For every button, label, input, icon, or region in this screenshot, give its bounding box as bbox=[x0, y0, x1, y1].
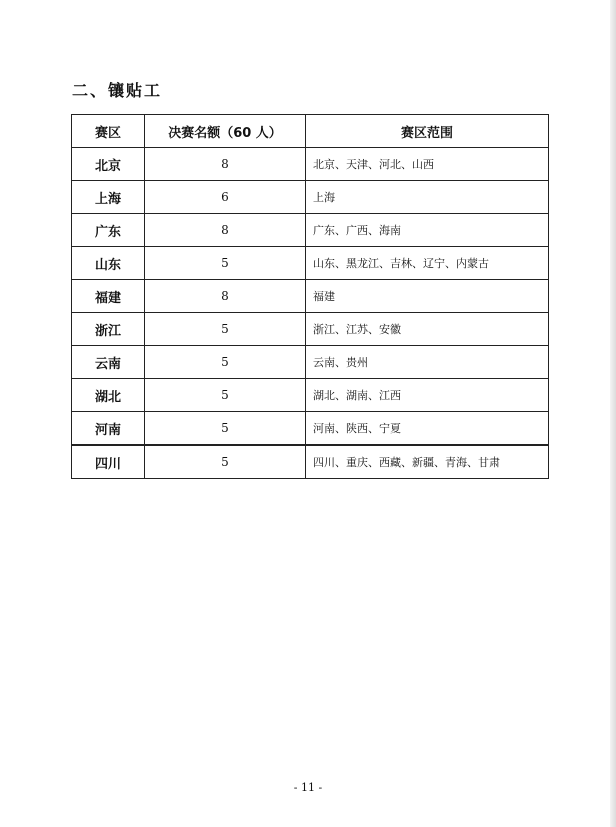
table-row bbox=[72, 379, 549, 412]
scope-cell: 河南、陕西、宁夏 bbox=[306, 412, 549, 446]
region-cell: 浙江 bbox=[72, 313, 145, 346]
region-cell: 山东 bbox=[72, 247, 145, 280]
region-cell: 湖北 bbox=[72, 379, 145, 412]
header-quota: 决赛名额（60 人） bbox=[145, 115, 306, 148]
region-cell: 上海 bbox=[72, 181, 145, 214]
table-row bbox=[72, 313, 549, 346]
page-edge-shadow bbox=[610, 0, 616, 827]
table-header-row bbox=[72, 115, 549, 148]
scope-cell: 福建 bbox=[306, 280, 549, 313]
region-cell: 四川 bbox=[72, 445, 145, 479]
quota-cell: 5 bbox=[145, 412, 306, 446]
quota-cell: 5 bbox=[145, 379, 306, 412]
region-cell: 福建 bbox=[72, 280, 145, 313]
scope-cell: 北京、天津、河北、山西 bbox=[306, 148, 549, 181]
table-row bbox=[72, 445, 549, 479]
section-title: 二、镶贴工 bbox=[72, 81, 163, 100]
table-row bbox=[72, 412, 549, 446]
quota-table bbox=[71, 114, 549, 479]
table-row bbox=[72, 247, 549, 280]
quota-cell: 8 bbox=[145, 214, 306, 247]
header-scope: 赛区范围 bbox=[306, 115, 549, 148]
scope-cell: 四川、重庆、西藏、新疆、青海、甘肃 bbox=[306, 445, 549, 479]
scope-cell: 广东、广西、海南 bbox=[306, 214, 549, 247]
table-row bbox=[72, 280, 549, 313]
page-number: - 11 - bbox=[293, 781, 323, 794]
scope-cell: 山东、黑龙江、吉林、辽宁、内蒙古 bbox=[306, 247, 549, 280]
scope-cell: 湖北、湖南、江西 bbox=[306, 379, 549, 412]
quota-cell: 8 bbox=[145, 148, 306, 181]
table-row bbox=[72, 148, 549, 181]
region-cell: 云南 bbox=[72, 346, 145, 379]
header-region: 赛区 bbox=[72, 115, 145, 148]
quota-cell: 5 bbox=[145, 445, 306, 479]
table-row bbox=[72, 346, 549, 379]
quota-cell: 8 bbox=[145, 280, 306, 313]
scope-cell: 云南、贵州 bbox=[306, 346, 549, 379]
quota-cell: 5 bbox=[145, 346, 306, 379]
scope-cell: 上海 bbox=[306, 181, 549, 214]
region-cell: 广东 bbox=[72, 214, 145, 247]
quota-cell: 6 bbox=[145, 181, 306, 214]
table-row bbox=[72, 181, 549, 214]
quota-cell: 5 bbox=[145, 247, 306, 280]
scope-cell: 浙江、江苏、安徽 bbox=[306, 313, 549, 346]
region-cell: 河南 bbox=[72, 412, 145, 446]
quota-cell: 5 bbox=[145, 313, 306, 346]
table-row bbox=[72, 214, 549, 247]
region-cell: 北京 bbox=[72, 148, 145, 181]
